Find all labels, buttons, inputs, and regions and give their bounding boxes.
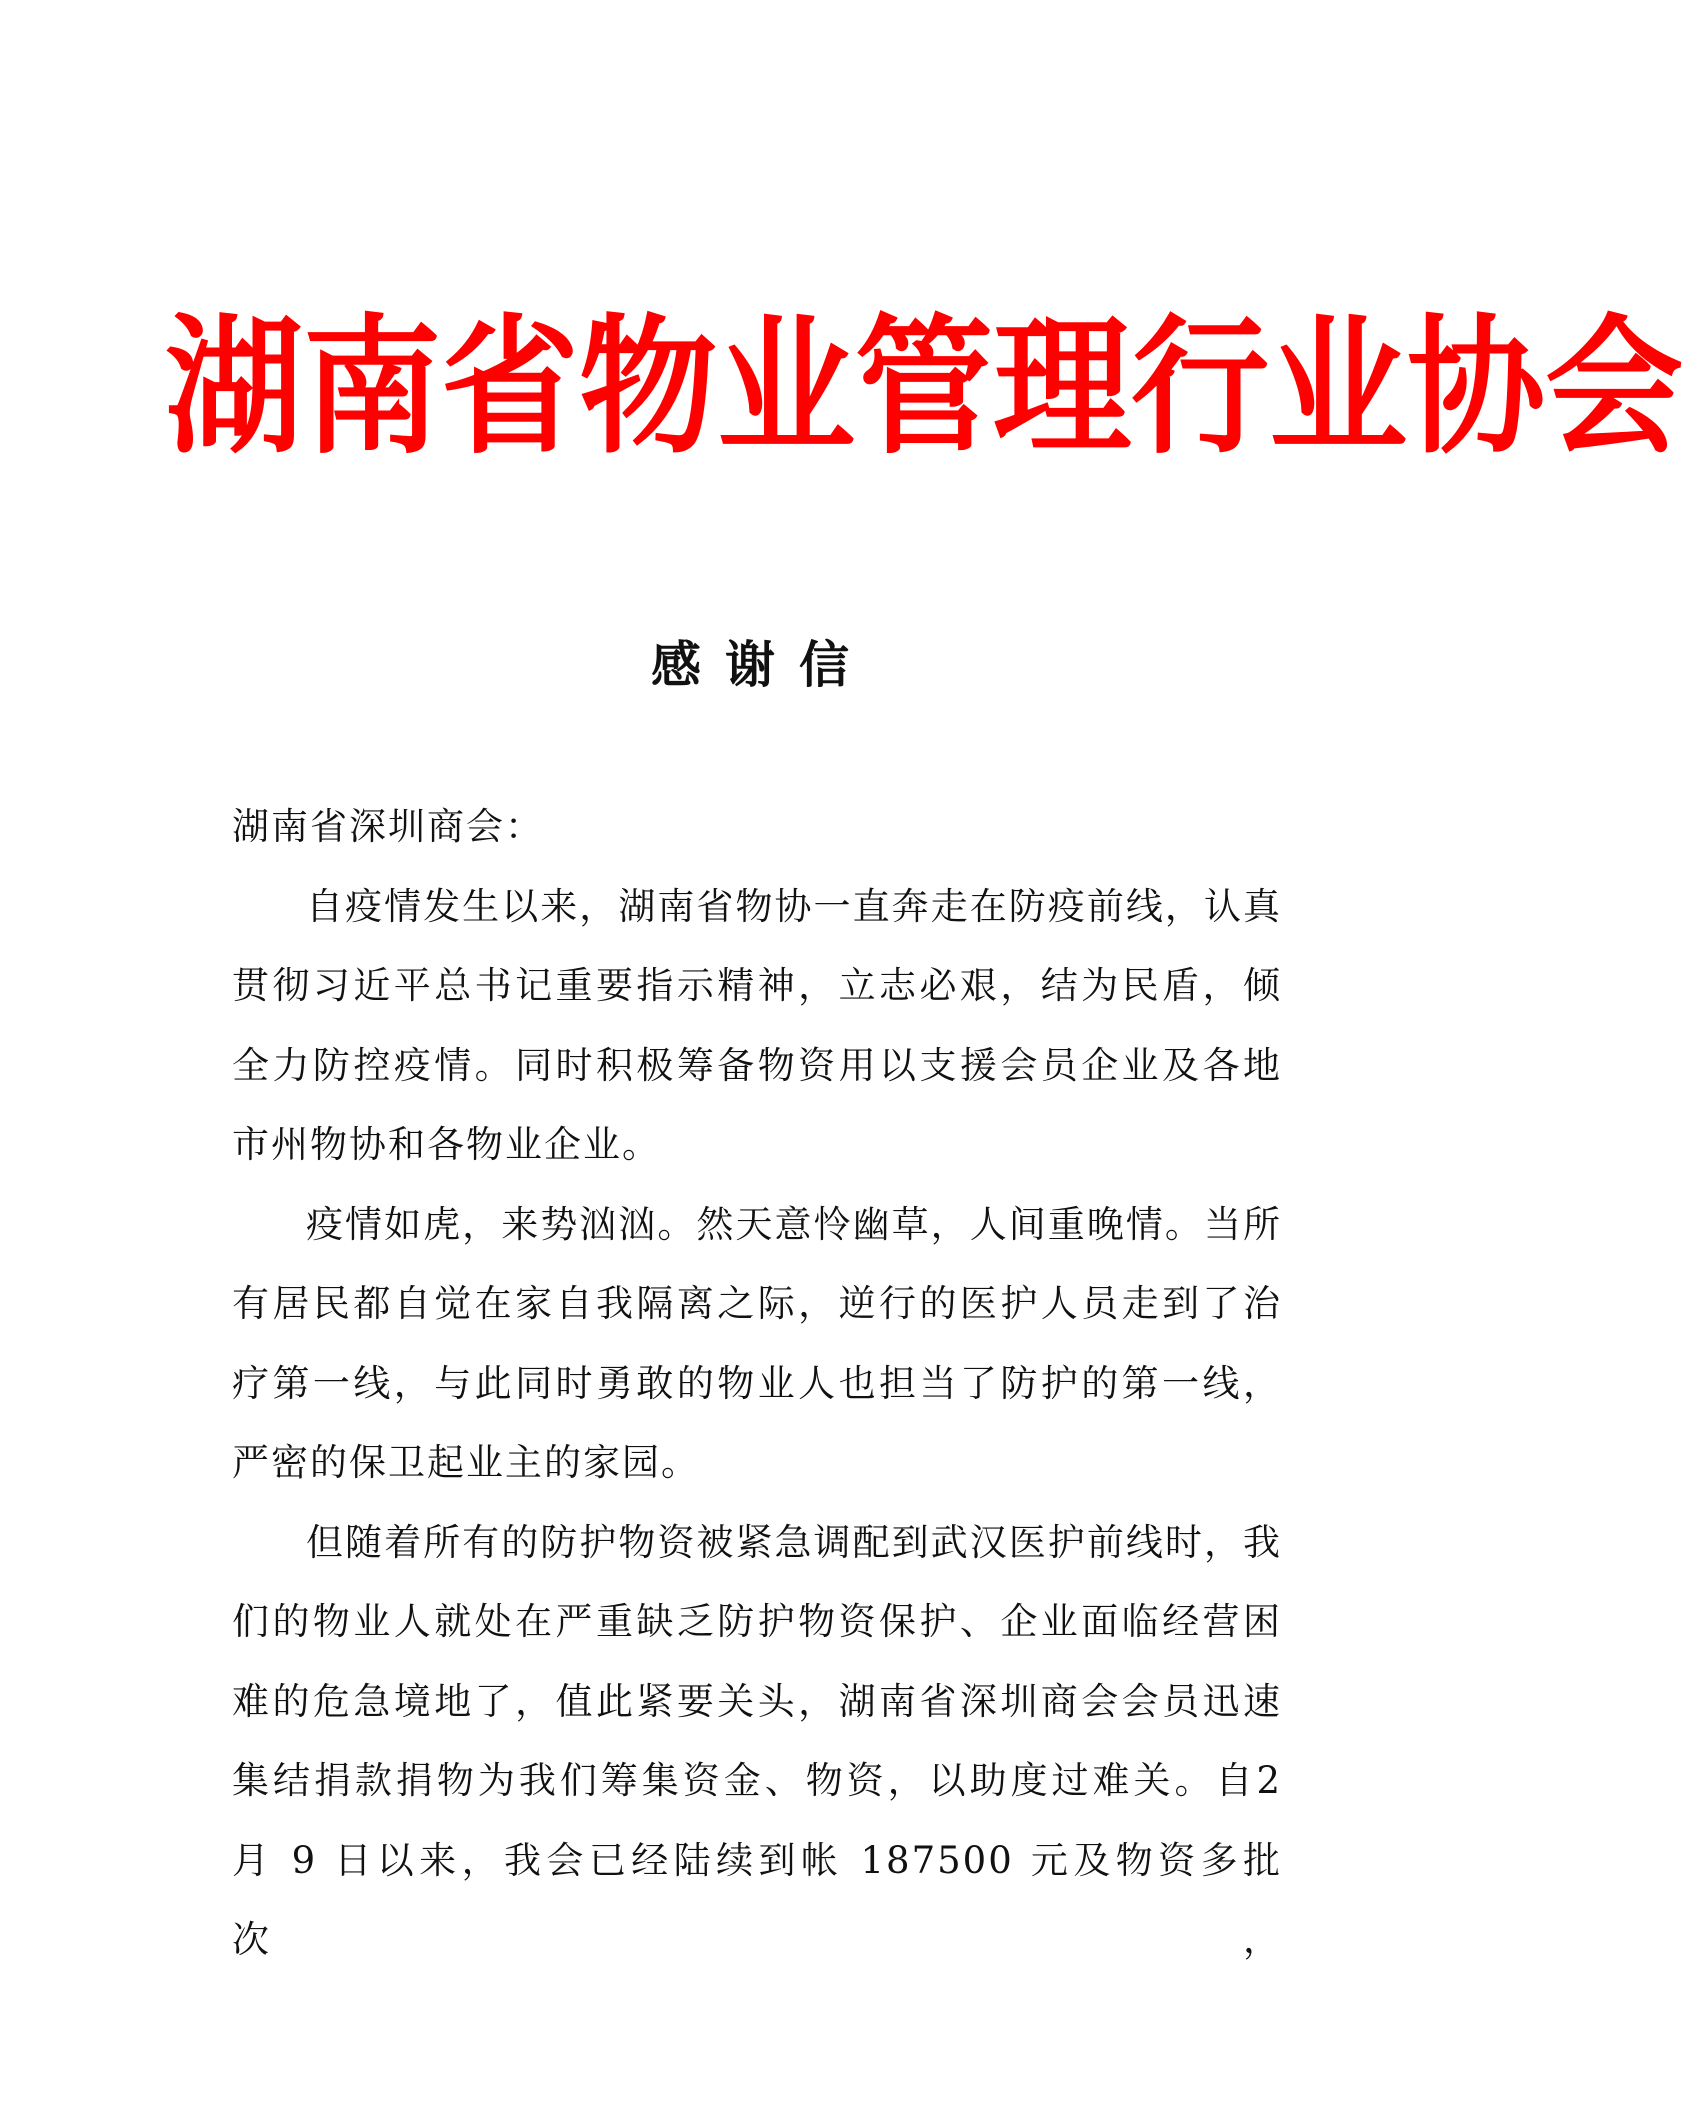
salutation: 湖南省深圳商会： [232,805,544,848]
paragraph: 但随着所有的防护物资被紧急调配到武汉医护前线时，我们的物业人就处在严重缺乏防护物资保护、企业面临经营困难的危急境地了，值此紧要关头，湖南省深圳商会会员迅速集结捐款捐物为我们筹集资金、物资，以助度过难关。自2 月 9 日以来，我会已经陆续到帐 187500 元及物资多批次， [232,1520,1282,1961]
letterhead-char: 南 [303,300,442,475]
paragraph: 自疫情发生以来，湖南省物协一直奔走在防疫前线，认真贯彻习近平总书记重要指示精神，立志必艰，结为民盾，倾全力防控疫情。同时积极筹备物资用以支援会员企业及各地市州物协和各物业企业。 [232,884,1282,1166]
letterhead-char: 物 [579,300,718,475]
letterhead-char: 管 [855,300,994,475]
letterhead-char: 行 [1131,300,1270,475]
letterhead-char: 协 [1407,300,1546,475]
letterhead-char: 业 [1269,300,1408,475]
document-title: 感谢信 [651,636,873,694]
letterhead-char: 省 [441,300,580,475]
letterhead-char: 业 [717,300,856,475]
letter-body [232,787,1282,1980]
letterhead-char: 会 [1545,300,1683,475]
letterhead-char: 理 [993,300,1132,475]
letterhead [165,300,1683,475]
paragraph: 疫情如虎，来势汹汹。然天意怜幽草，人间重晚情。当所有居民都自觉在家自我隔离之际，逆行的医护人员走到了治疗第一线，与此同时勇敢的物业人也担当了防护的第一线，严密的保卫起业主的家园。 [232,1202,1282,1484]
letterhead-char: 湖 [165,300,304,475]
